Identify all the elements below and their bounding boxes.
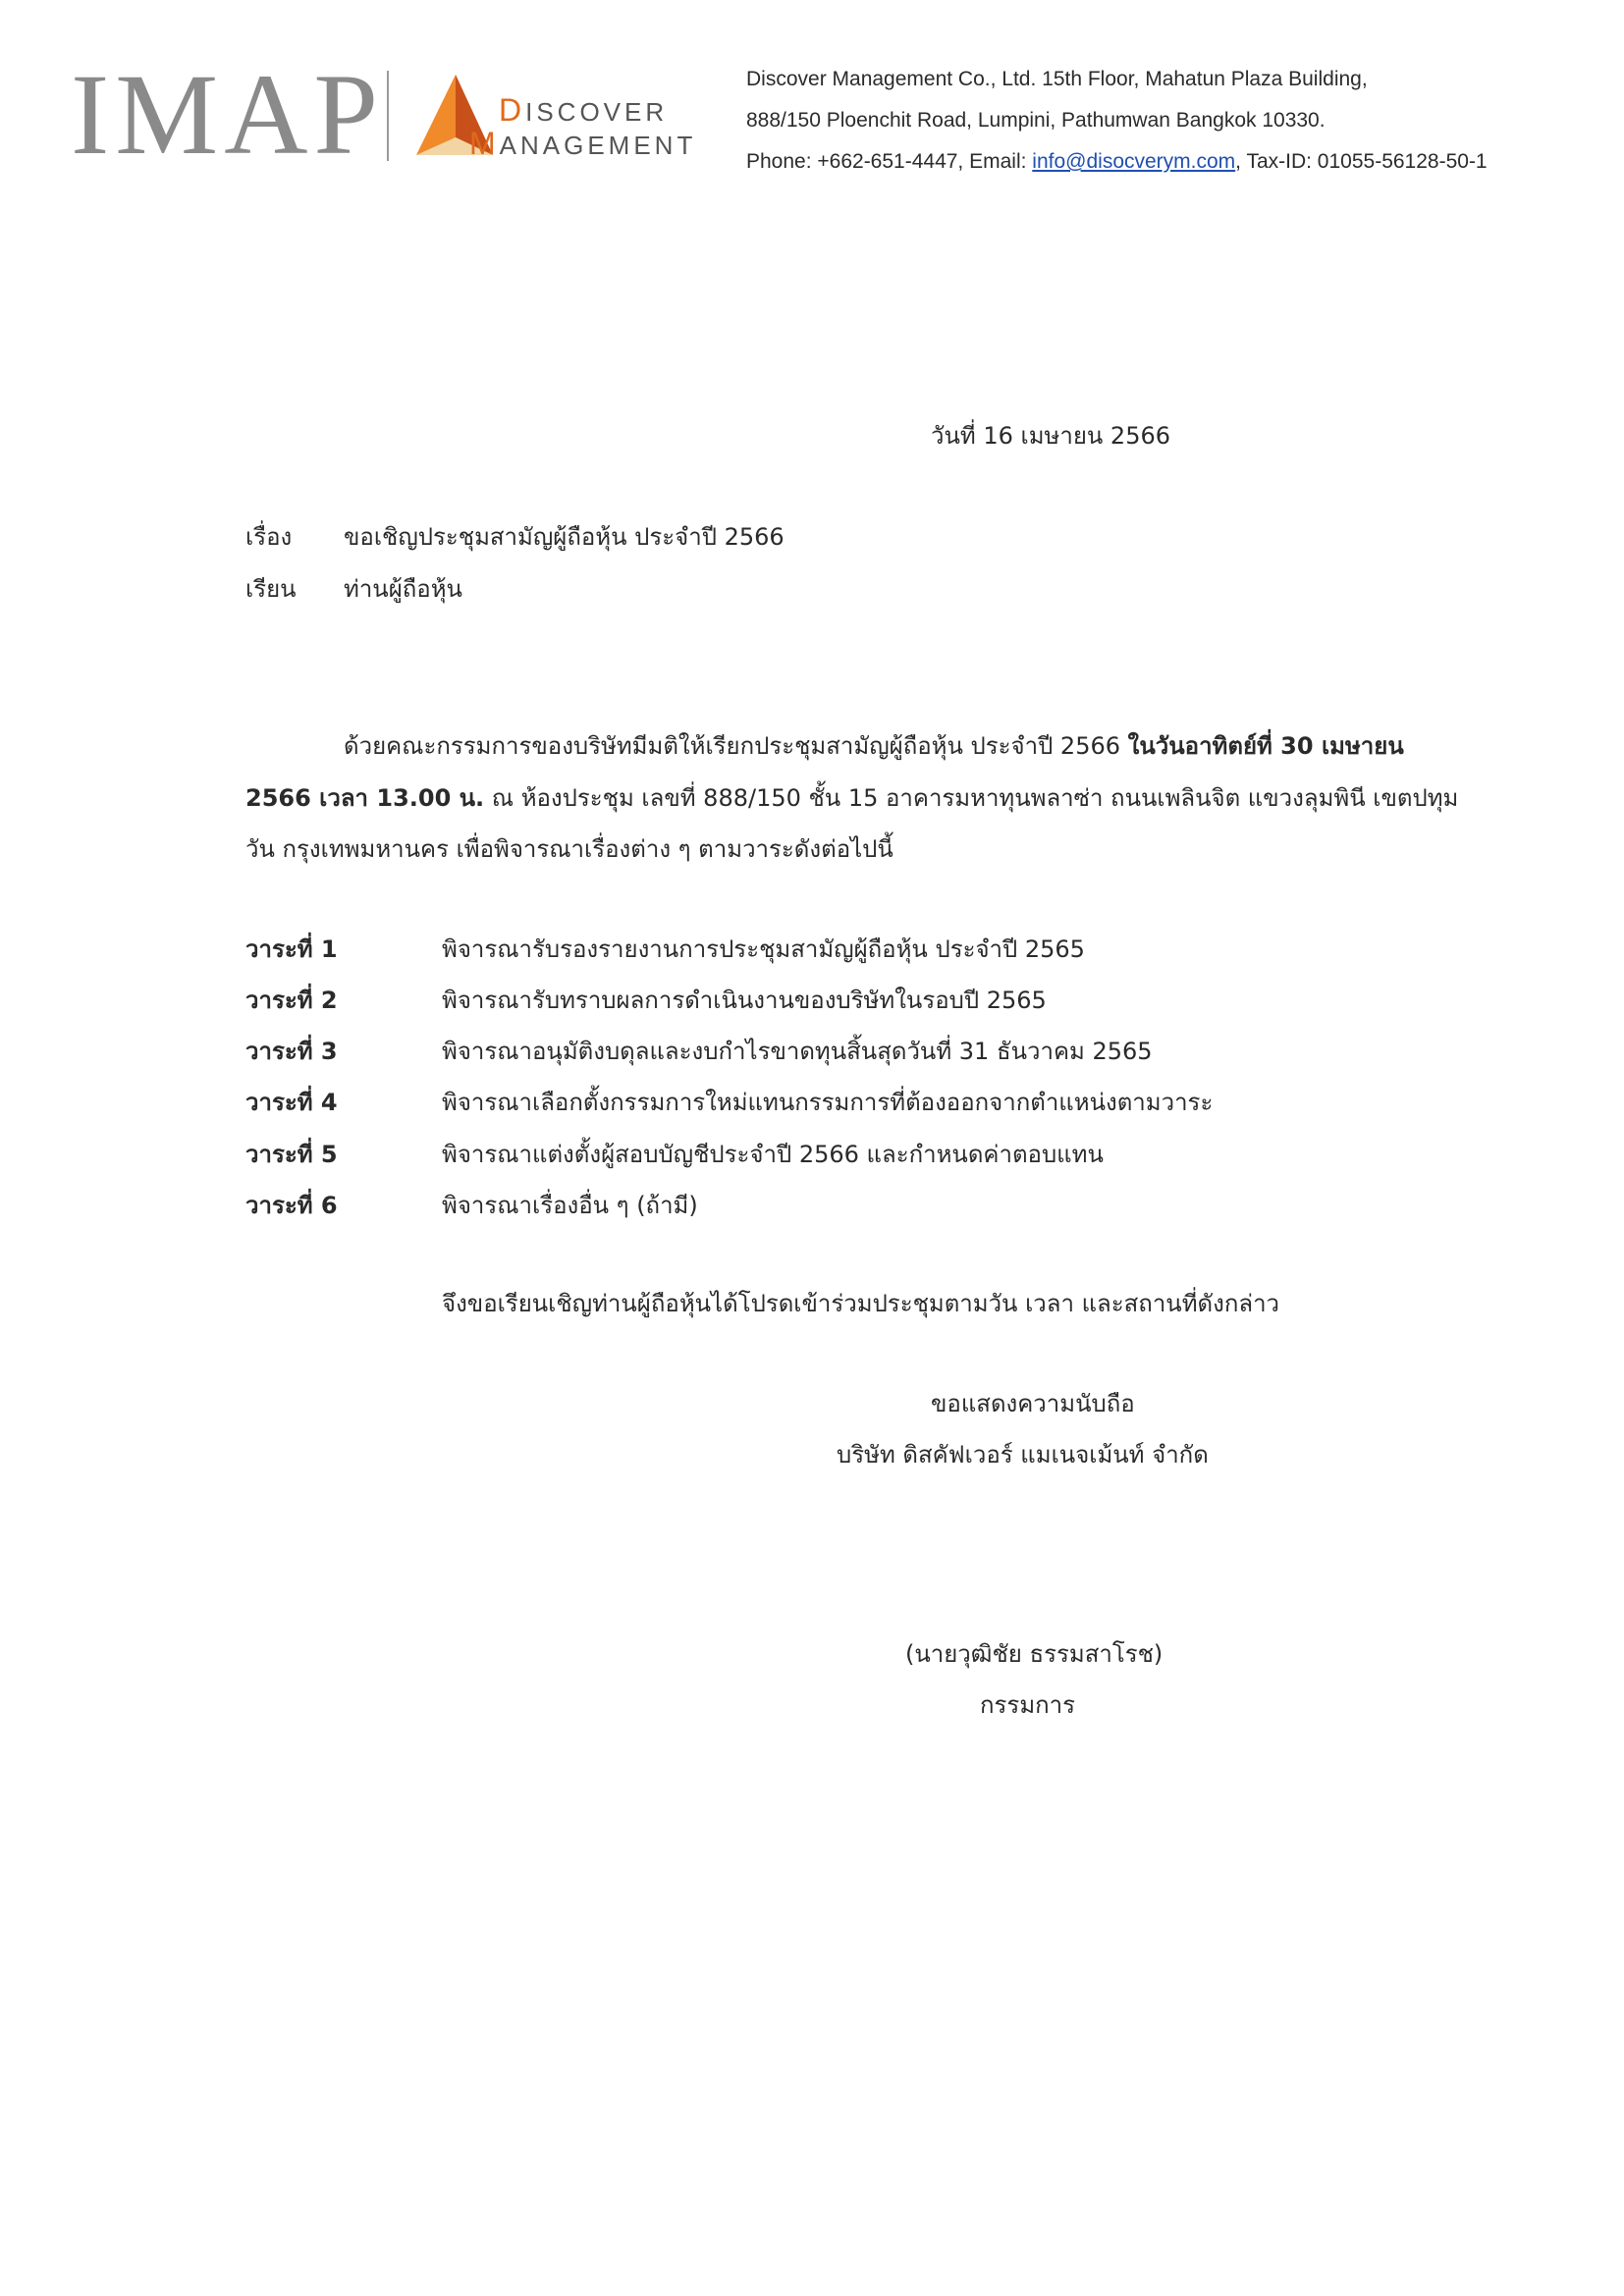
email-link[interactable]: info@disocverym.com xyxy=(1032,150,1236,173)
agenda-item xyxy=(245,1083,1326,1122)
agenda-text: พิจารณาแต่งตั้งผู้สอบบัญชีประจำปี 2566 และกำหนดค่าตอบแทน xyxy=(442,1141,1104,1168)
recipient-label: เรียน xyxy=(245,575,297,603)
subject-label: เรื่อง xyxy=(245,523,293,551)
closing-sentence: จึงขอเรียนเชิญท่านผู้ถือหุ้นได้โปรดเข้าร่วมประชุมตามวัน เวลา และสถานที่ดังกล่าว xyxy=(442,1290,1280,1317)
signer-title: กรรมการ xyxy=(980,1691,1076,1719)
agenda-text: พิจารณารับทราบผลการดำเนินงานของบริษัทในรอบปี 2565 xyxy=(442,987,1047,1014)
imap-logo: IMAP xyxy=(71,50,385,179)
agenda-item xyxy=(245,1032,1326,1071)
discover-management-logo: DISCOVER MANAGEMENT xyxy=(469,92,697,161)
contact-line xyxy=(746,141,1488,183)
agenda-text: พิจารณารับรองรายงานการประชุมสามัญผู้ถือหุ้น ประจำปี 2565 xyxy=(442,935,1085,963)
agenda-item xyxy=(245,981,1326,1020)
agenda-item xyxy=(245,1186,1326,1225)
letter-date: วันที่ 16 เมษายน 2566 xyxy=(931,422,1170,450)
logo-divider xyxy=(387,71,389,161)
tax-id-text: , Tax-ID: 01055-56128-50-1 xyxy=(1235,150,1488,173)
complimentary-close: ขอแสดงความนับถือ xyxy=(931,1390,1135,1417)
address-line-2: 888/150 Ploenchit Road, Lumpini, Pathumwan Bangkok 10330. xyxy=(746,109,1326,132)
agenda-item xyxy=(245,930,1326,969)
agenda-label: วาระที่ 5 xyxy=(245,1141,338,1168)
agenda-item xyxy=(245,1135,1326,1174)
agenda-label: วาระที่ 3 xyxy=(245,1038,338,1065)
agenda-label: วาระที่ 6 xyxy=(245,1192,338,1219)
agenda-label: วาระที่ 2 xyxy=(245,987,338,1014)
address-line-1: Discover Management Co., Ltd. 15th Floor, Mahatun Plaza Building, xyxy=(746,68,1368,90)
agenda-text: พิจารณาเลือกตั้งกรรมการใหม่แทนกรรมการที่ต้องออกจากตำแหน่งตามวาระ xyxy=(442,1089,1214,1116)
signer-name: (นายวุฒิชัย ธรรมสาโรช) xyxy=(905,1640,1164,1668)
company-name: บริษัท ดิสคัฟเวอร์ แมเนจเม้นท์ จำกัด xyxy=(837,1441,1209,1468)
agenda-text: พิจารณาอนุมัติงบดุลและงบกำไรขาดทุนสิ้นสุดวันที่ 31 ธันวาคม 2565 xyxy=(442,1038,1153,1065)
agenda-label: วาระที่ 4 xyxy=(245,1089,338,1116)
recipient-text: ท่านผู้ถือหุ้น xyxy=(344,575,462,603)
meeting-time-emphasis: 2566 เวลา 13.00 น. xyxy=(245,784,485,812)
agenda-text: พิจารณาเรื่องอื่น ๆ (ถ้ามี) xyxy=(442,1192,698,1219)
subject-text: ขอเชิญประชุมสามัญผู้ถือหุ้น ประจำปี 2566 xyxy=(344,523,785,551)
meeting-date-emphasis: ในวันอาทิตย์ที่ 30 เมษายน xyxy=(1127,732,1404,760)
body-paragraph-line-2: 2566 เวลา 13.00 น. ณ ห้องประชุม เลขที่ 888/150 ชั้น 15 อาคารมหาทุนพลาซ่า ถนนเพลินจิต แขวงลุมพินี เขตปทุม xyxy=(245,784,1459,812)
company-contact-block xyxy=(746,59,1488,183)
body-paragraph-line-3: วัน กรุงเทพมหานคร เพื่อพิจารณาเรื่องต่าง ๆ ตามวาระดังต่อไปนี้ xyxy=(245,835,893,863)
body-paragraph-line-1: ด้วยคณะกรรมการของบริษัทมีมติให้เรียกประชุมสามัญผู้ถือหุ้น ประจำปี 2566 ในวันอาทิตย์ที่ 30 เมษายน xyxy=(344,732,1404,760)
agenda-label: วาระที่ 1 xyxy=(245,935,338,963)
phone-text: Phone: +662-651-4447, Email: xyxy=(746,150,1033,173)
